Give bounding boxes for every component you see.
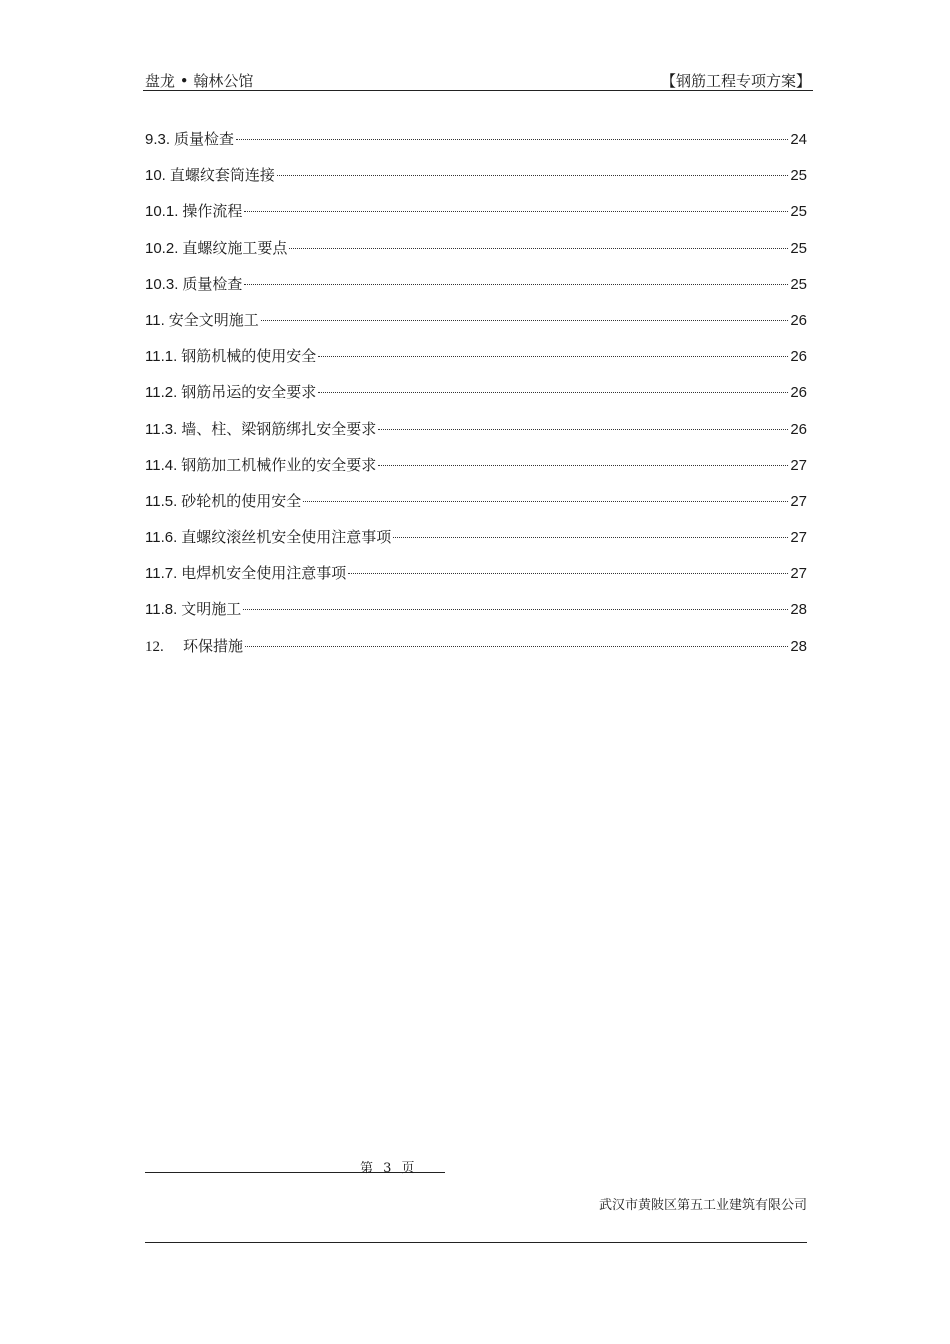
header-project-name: 盘龙 • 翰林公馆 <box>145 72 254 90</box>
toc-entry[interactable] <box>145 560 807 596</box>
toc-entry-page: 27 <box>790 529 807 547</box>
toc-entry[interactable] <box>145 488 807 524</box>
toc-entry-number: 11.5. <box>145 492 178 510</box>
toc-dot-leader <box>318 392 788 393</box>
toc-entry[interactable] <box>145 162 807 198</box>
toc-entry-page: 25 <box>790 239 807 257</box>
toc-entry-number: 9.3. <box>145 131 171 148</box>
toc-dot-leader <box>378 429 788 430</box>
toc-dot-leader <box>348 573 788 574</box>
toc-entry-number: 10.2. <box>145 239 179 257</box>
toc-entry-page: 26 <box>790 384 807 402</box>
toc-entry[interactable] <box>145 452 807 488</box>
toc-entry-page: 25 <box>790 275 807 293</box>
toc-entry-title: 直螺纹滚丝机安全使用注意事项 <box>181 528 392 547</box>
toc-entry-number: 11.8. <box>145 601 178 619</box>
toc-entry-title: 钢筋机械的使用安全 <box>181 347 317 366</box>
toc-entry-number: 10.3. <box>145 275 179 293</box>
table-of-contents <box>145 126 807 669</box>
toc-entry-page: 26 <box>790 420 807 438</box>
toc-dot-leader <box>261 320 789 321</box>
toc-entry[interactable] <box>145 633 807 669</box>
toc-entry-number: 11.1. <box>145 348 178 366</box>
toc-dot-leader <box>245 646 788 647</box>
toc-dot-leader <box>244 284 788 285</box>
toc-dot-leader <box>277 175 788 176</box>
toc-entry[interactable] <box>145 379 807 415</box>
toc-entry[interactable] <box>145 416 807 452</box>
toc-entry-title: 直螺纹施工要点 <box>182 238 288 257</box>
toc-dot-leader <box>303 501 788 502</box>
toc-dot-leader <box>244 211 788 212</box>
toc-entry[interactable] <box>145 235 807 271</box>
toc-entry-number: 12. <box>145 638 164 655</box>
toc-entry-title: 钢筋吊运的安全要求 <box>181 383 317 402</box>
toc-entry-title: 电焊机安全使用注意事项 <box>181 564 347 583</box>
toc-entry-page: 27 <box>790 456 807 474</box>
toc-entry-title: 钢筋加工机械作业的安全要求 <box>181 455 377 474</box>
toc-entry-page: 25 <box>790 203 807 221</box>
toc-entry-title: 墙、柱、梁钢筋绑扎安全要求 <box>181 419 377 438</box>
toc-entry[interactable] <box>145 307 807 343</box>
footer-page-number <box>145 1158 445 1176</box>
toc-dot-leader <box>236 139 788 140</box>
toc-entry-number: 11.6. <box>145 529 178 547</box>
toc-entry-number: 11. <box>145 311 165 329</box>
toc-entry-number: 11.4. <box>145 456 178 474</box>
toc-entry-title: 直螺纹套筒连接 <box>169 166 275 185</box>
toc-entry[interactable] <box>145 524 807 560</box>
toc-entry-page: 26 <box>790 348 807 366</box>
toc-entry-page: 28 <box>790 601 807 619</box>
toc-dot-leader <box>243 609 788 610</box>
page-header <box>143 68 813 91</box>
page-number-label: 第 3 页 <box>360 1161 415 1176</box>
footer-divider <box>145 1242 807 1243</box>
toc-entry-page: 27 <box>790 492 807 510</box>
toc-entry-title: 质量检查 <box>182 274 243 293</box>
toc-entry-number: 11.2. <box>145 384 178 402</box>
toc-entry-page: 25 <box>790 167 807 185</box>
toc-entry[interactable] <box>145 596 807 632</box>
toc-entry[interactable] <box>145 126 807 162</box>
toc-entry-page: 24 <box>790 131 807 148</box>
toc-entry-title: 砂轮机的使用安全 <box>181 491 302 510</box>
header-document-title: 【钢筋工程专项方案】 <box>660 72 811 90</box>
toc-entry-title: 安全文明施工 <box>168 310 259 329</box>
toc-entry-title: 操作流程 <box>182 202 243 221</box>
toc-entry-page: 27 <box>790 565 807 583</box>
toc-entry-page: 26 <box>790 311 807 329</box>
toc-entry-title: 环保措施 <box>183 636 244 655</box>
toc-entry-number: 10. <box>145 167 166 185</box>
toc-entry-number: 10.1. <box>145 203 179 221</box>
toc-dot-leader <box>289 248 788 249</box>
toc-entry-title: 质量检查 <box>174 130 235 148</box>
toc-dot-leader <box>318 356 788 357</box>
toc-dot-leader <box>393 537 788 538</box>
toc-dot-leader <box>378 465 788 466</box>
footer-company-name: 武汉市黄陂区第五工业建筑有限公司 <box>598 1198 807 1213</box>
toc-entry[interactable] <box>145 198 807 234</box>
toc-entry-page: 28 <box>790 637 807 655</box>
toc-entry-number: 11.7. <box>145 565 178 583</box>
toc-entry[interactable] <box>145 343 807 379</box>
toc-entry-title: 文明施工 <box>181 600 242 619</box>
toc-entry[interactable] <box>145 271 807 307</box>
toc-entry-number: 11.3. <box>145 420 178 438</box>
